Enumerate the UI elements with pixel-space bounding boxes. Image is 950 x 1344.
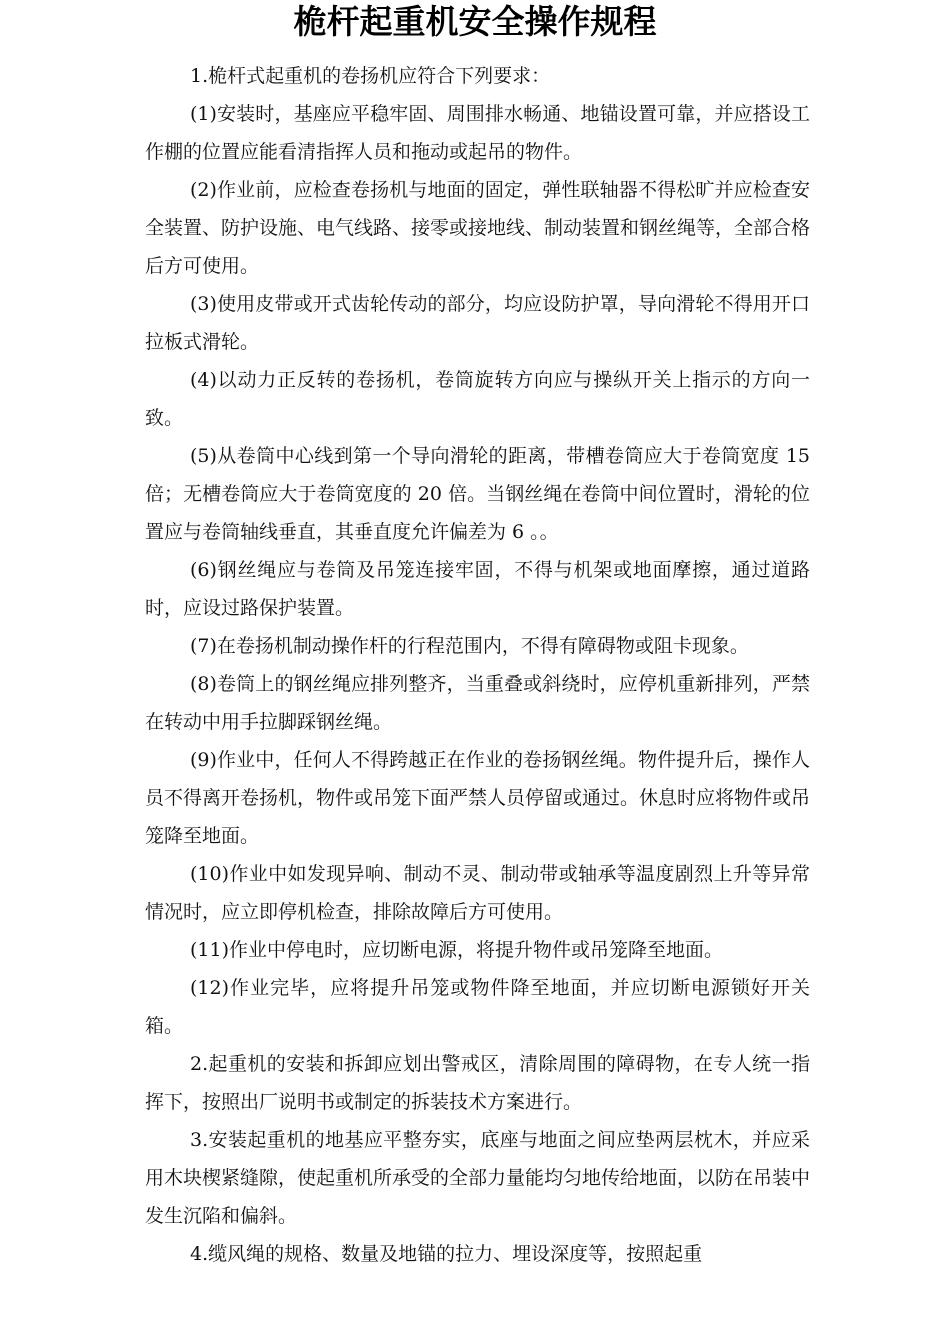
paragraph: (7)在卷扬机制动操作杆的行程范围内，不得有障碍物或阻卡现象。	[190, 635, 749, 657]
paragraph: (6)钢丝绳应与卷筒及吊笼连接牢固，不得与机架或地面摩擦，通过道路时，应设过路保护装置。	[145, 559, 810, 619]
paragraph: (9)作业中，任何人不得跨越正在作业的卷扬钢丝绳。物件提升后，操作人员不得离开卷扬机，物件或吊笼下面严禁人员停留或通过。休息时应将物件或吊 笼降至地面。	[145, 749, 811, 847]
paragraph: (11)作业中停电时，应切断电源，将提升物件或吊笼降至地面。	[190, 939, 724, 961]
paragraph: (3)使用皮带或开式齿轮传动的部分，均应设防护罩，导向滑轮不得用开口拉板式滑轮。	[145, 293, 810, 353]
paragraph: (5)从卷筒中心线到第一个导向滑轮的距离，带槽卷筒应大于卷筒宽度 15 倍；无槽卷筒应大于卷筒宽度的 20 倍。当钢丝绳在卷筒中间位置时，滑轮的位置应与卷筒轴线垂直，其垂直度允许偏差为 6 。。	[145, 445, 810, 543]
paragraph: 2.起重机的安装和拆卸应划出警戒区，清除周围的障碍物，在专人统一指挥下，按照出厂说明书或制定的拆装技术方案进行。	[145, 1053, 810, 1113]
document-body	[145, 57, 810, 1273]
paragraph: (4)以动力正反转的卷扬机，卷筒旋转方向应与操纵开关上指示的方向一致。	[145, 369, 810, 429]
paragraph: 1.桅杆式起重机的卷扬机应符合下列要求：	[190, 65, 551, 87]
paragraph: (10)作业中如发现异响、制动不灵、制动带或轴承等温度剧烈上升等异常情况时，应立即停机检查，排除故障后方可使用。	[145, 863, 810, 923]
paragraph: 4.缆风绳的规格、数量及地锚的拉力、埋设深度等，按照起重	[190, 1243, 703, 1265]
paragraph: (12)作业完毕，应将提升吊笼或物件降至地面，并应切断电源锁好开关箱。	[145, 977, 810, 1037]
paragraph: (2)作业前，应检查卷扬机与地面的固定，弹性联轴器不得松旷并应检查安全装置、防护设施、电气线路、接零或接地线、制动装置和钢丝绳等，全部合格后方可使用。	[145, 179, 811, 277]
document-title: 桅杆起重机安全操作规程	[293, 2, 657, 41]
paragraph: 3.安装起重机的地基应平整夯实，底座与地面之间应垫两层枕木，并应采 用木块楔紧缝隙，使起重机所承受的全部力量能均匀地传给地面，以防在吊装中 发生沉陷和偏斜。	[145, 1129, 811, 1227]
paragraph: (1)安装时，基座应平稳牢固、周围排水畅通、地锚设置可靠，并应搭设工 作棚的位置应能看清指挥人员和拖动或起吊的物件。	[145, 103, 810, 163]
paragraph: (8)卷筒上的钢丝绳应排列整齐，当重叠或斜绕时，应停机重新排列，严禁在转动中用手拉脚踩钢丝绳。	[145, 673, 810, 733]
